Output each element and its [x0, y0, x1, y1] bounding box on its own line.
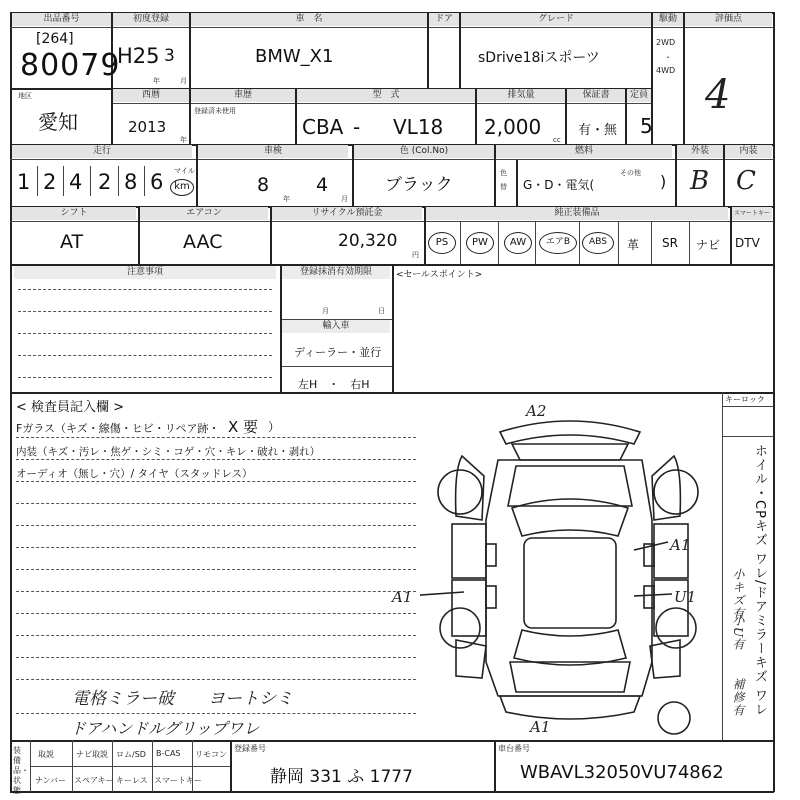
divider: [189, 12, 191, 88]
grade-label: グレード: [461, 13, 651, 26]
opt-manual: 取説: [38, 750, 54, 759]
insp-line: [16, 525, 416, 526]
equip-pw: PW: [466, 232, 494, 254]
mileage-digit: 4: [69, 170, 83, 194]
interior-label: 内装: [725, 145, 772, 158]
mileage-digit: 1: [17, 170, 31, 194]
line: [282, 366, 392, 367]
equip-sep: [535, 222, 536, 264]
dealer-parallel: ディーラー・並行: [294, 346, 382, 359]
opt-bcas: B-CAS: [156, 749, 181, 758]
row4-header-line: [10, 221, 774, 222]
divider: [427, 12, 429, 88]
expiry-month-label: 月: [322, 307, 329, 315]
fuel-options: G・D・電気(: [523, 178, 595, 192]
digit-sep: [90, 166, 91, 196]
inspector-title: < 検査員記入欄 >: [16, 400, 125, 415]
fender-front-left-shape: [456, 456, 484, 520]
equip-sep: [460, 222, 461, 264]
spare-wheel-shape: [658, 702, 690, 734]
car-name: BMW_X1: [255, 46, 334, 67]
listing-number: 80079: [20, 48, 121, 83]
note-line: [18, 355, 272, 356]
insp-line: [16, 613, 416, 614]
divider: [196, 144, 198, 206]
exterior-score: B: [690, 166, 710, 196]
divider: [683, 12, 685, 144]
divider: [625, 88, 627, 144]
glass-mark: X 要: [228, 418, 259, 436]
model-year-unit: 年: [180, 136, 187, 144]
opt-navi-manual: ナビ取説: [76, 750, 108, 759]
km-circled: km: [170, 179, 194, 196]
aircon-label: エアコン: [140, 207, 268, 220]
insp-line: [16, 657, 416, 658]
right-note-2: 小キズ有: [731, 568, 745, 620]
drive-4wd: 4WD: [656, 66, 676, 75]
footer-top: [10, 740, 774, 742]
mileage-digit: 8: [124, 170, 138, 194]
digit-sep: [37, 166, 38, 196]
wheel-rear-right-shape: [656, 608, 696, 648]
shift-value: AT: [60, 231, 84, 253]
interior-line: 内装（キズ・汚レ・焦ゲ・シミ・コゲ・穴・キレ・破れ・剥れ）: [16, 446, 321, 458]
callout-line: [420, 592, 464, 596]
car-damage-diagram: [420, 396, 720, 736]
caution-label: 注意事項: [14, 266, 276, 279]
divider: [230, 740, 232, 792]
opt-plate: ナンバー: [35, 776, 67, 785]
capacity-label: 定員: [627, 89, 651, 102]
shift-label: シフト: [12, 207, 136, 220]
equip-abs: ABS: [582, 232, 614, 254]
equip-dtv: DTV: [735, 236, 760, 250]
vin-number: WBAVL32050VU74862: [520, 762, 724, 783]
warranty: 有・無: [578, 123, 618, 138]
smart-key-label: スマートキー: [732, 207, 772, 220]
first-reg-label: 初度登録: [113, 13, 189, 26]
wheel-front-left-shape: [438, 470, 482, 514]
door-label: ドア: [429, 13, 459, 26]
fuel-label: 燃料: [496, 145, 672, 158]
mark-bottom: A1: [530, 718, 551, 736]
inspection-year: 8: [257, 174, 270, 196]
mark-right-upper: A1: [670, 536, 691, 554]
region: 愛知: [38, 110, 78, 134]
inspection-label: 車検: [198, 145, 348, 158]
insp-line: [16, 713, 416, 714]
region-label: 地区: [18, 92, 32, 100]
equip-sep: [651, 222, 652, 264]
equip-ps: PS: [428, 232, 456, 254]
side-window-shape: [486, 544, 496, 566]
opt-rom-sd: ロム/SD: [116, 750, 146, 759]
divider: [475, 88, 477, 144]
mile-label: マイル: [174, 167, 195, 175]
listing-label: 出品番号: [12, 13, 111, 26]
note-line: [18, 333, 272, 334]
color-change-label: 色替: [500, 169, 507, 191]
fender-rear-left-shape: [456, 640, 486, 678]
keylock-label: キーロック: [725, 395, 765, 404]
notes-bottom: [10, 392, 774, 394]
score-value: 4: [705, 72, 731, 118]
equip-navi: ナビ: [696, 238, 721, 252]
windshield-shape: [512, 499, 628, 536]
audio-line: オーディオ（無し・穴）/ タイヤ（スタッドレス）: [16, 468, 253, 480]
rear-window-shape: [514, 630, 626, 665]
divider: [516, 160, 518, 206]
line: [722, 406, 774, 407]
vin-label: 車台番号: [498, 744, 530, 753]
reg-expiry-label: 登録抹消有効期限: [282, 266, 390, 279]
divider: [459, 12, 461, 88]
sales-point-label: <セールスポイント>: [396, 270, 483, 280]
roof-shape: [524, 538, 616, 628]
car-name-label: 車 名: [191, 13, 427, 26]
divider: [295, 88, 297, 144]
equipment-label: 純正装備品: [426, 207, 728, 220]
listing-sub-number: [264]: [36, 31, 74, 47]
model-year-label: 西暦: [113, 89, 189, 102]
insp-line: [16, 679, 416, 680]
frame-left: [10, 12, 12, 792]
front-bumper-shape: [500, 421, 640, 444]
handwritten-note-2: ドアハンドルグリップワレ: [70, 719, 260, 738]
mileage-digit: 6: [150, 170, 164, 194]
hood-shape: [508, 466, 632, 506]
opt-keyless: キーレス: [116, 776, 148, 785]
mileage-digit: 2: [43, 170, 57, 194]
plate-number: 静岡 331 ふ 1777: [270, 767, 413, 787]
insp-line: [16, 547, 416, 548]
history-sub: 登録済未使用: [194, 107, 236, 115]
opt-spare-key: スペアキー: [74, 776, 114, 785]
insp-line: [16, 437, 416, 438]
fuel-other-label: その他: [620, 169, 641, 177]
mileage-label: 走行: [12, 145, 192, 158]
opt-smart-key: スマートキー: [154, 776, 202, 785]
cc-unit: cc: [553, 136, 561, 144]
divider: [72, 740, 73, 792]
insp-line: [16, 591, 416, 592]
rear-bumper-shape: [500, 696, 640, 719]
handwritten-note-1: 電格ミラー破 ヨートシミ: [72, 689, 293, 709]
divider: [270, 206, 272, 264]
wheel-rear-left-shape: [440, 608, 480, 648]
mark-left: A1: [392, 588, 413, 606]
hood-front-shape: [512, 444, 628, 460]
note-line: [18, 377, 272, 378]
line: [722, 436, 774, 437]
digit-sep: [118, 166, 119, 196]
right-note: ホイル・CPキズ ワレ/ドアミラーキズ ワレ: [752, 444, 767, 717]
right-note-4: 補修有: [731, 678, 745, 717]
yen-unit: 円: [412, 251, 419, 259]
note-line: [18, 311, 272, 312]
callout-line: [634, 594, 672, 596]
note-line: [18, 289, 272, 290]
inspection-month-unit: 月: [341, 195, 348, 203]
equip-aw: AW: [504, 232, 532, 254]
opt-remote: リモコン: [195, 750, 227, 759]
frame-right: [773, 12, 775, 792]
digit-sep: [144, 166, 145, 196]
grade: sDrive18iスポーツ: [478, 50, 600, 66]
warranty-label: 保証書: [567, 89, 625, 102]
divider: [494, 144, 496, 206]
aircon-value: AAC: [183, 231, 223, 253]
recycle-value: 20,320: [338, 231, 398, 251]
glass-close: ）: [268, 420, 281, 434]
year-unit: 年: [153, 77, 160, 85]
equip-sep: [618, 222, 619, 264]
model-code: VL18: [393, 115, 444, 139]
mark-right-lower: U1: [674, 588, 697, 606]
divider: [565, 88, 567, 144]
line: [30, 766, 230, 767]
mark-top: A2: [526, 402, 547, 420]
divider: [722, 392, 723, 740]
equip-sep: [498, 222, 499, 264]
interior-score: C: [736, 166, 756, 196]
footer-side-label: 装備品・状態: [13, 746, 29, 795]
handle-side: 左H ・ 右H: [298, 378, 370, 391]
fender-front-right-shape: [652, 456, 680, 520]
drive-sep: ・: [664, 53, 672, 62]
equip-sep: [579, 222, 580, 264]
insp-line: [16, 481, 416, 482]
divider: [494, 740, 496, 792]
row1-header-line: [10, 27, 774, 28]
history-label: 車歴: [191, 89, 295, 102]
divider: [352, 144, 354, 206]
model-year: 2013: [128, 118, 167, 136]
divider: [152, 740, 153, 792]
divider: [424, 206, 426, 264]
fuel-close: ): [660, 172, 667, 191]
insp-line: [16, 459, 416, 460]
equip-leather: 革: [627, 238, 640, 252]
equip-airbag: エアB: [539, 232, 577, 254]
wheel-front-right-shape: [654, 470, 698, 514]
month-unit: 月: [180, 77, 187, 85]
row3-header-line: [10, 159, 774, 160]
divider: [675, 144, 677, 206]
recycle-label: リサイクル預託金: [272, 207, 422, 220]
mileage-digit: 2: [98, 170, 112, 194]
plate-label: 登録番号: [234, 744, 266, 753]
equip-sunroof: SR: [662, 236, 678, 250]
score-label: 評価点: [685, 13, 772, 26]
row2-header-line: [111, 103, 651, 104]
first-reg-month: 3: [164, 46, 175, 66]
import-label: 輸入車: [282, 320, 390, 333]
door-front-left-shape: [452, 524, 486, 578]
color-label: 色 (Col.No): [354, 145, 494, 158]
inspection-year-unit: 年: [283, 195, 290, 203]
displacement-label: 排気量: [477, 89, 565, 102]
expiry-day-label: 日: [378, 307, 385, 315]
insp-line: [16, 635, 416, 636]
fender-rear-right-shape: [650, 640, 680, 678]
capacity: 5: [640, 114, 653, 138]
model-dash: -: [353, 115, 361, 139]
drive-2wd: 2WD: [656, 38, 676, 47]
drive-label: 駆動: [653, 13, 683, 26]
color-value: ブラック: [385, 175, 453, 195]
divider: [392, 264, 394, 392]
exterior-label: 外装: [677, 145, 723, 158]
frame-bottom: [10, 791, 774, 793]
first-reg-era-year: H25: [117, 44, 160, 68]
divider: [730, 206, 732, 264]
insp-line: [16, 503, 416, 504]
inspection-month: 4: [316, 174, 329, 196]
divider: [111, 88, 113, 144]
divider: [723, 144, 725, 206]
side-window-shape: [486, 586, 496, 608]
divider: [189, 88, 191, 144]
displacement: 2,000: [484, 115, 542, 139]
equip-sep: [689, 222, 690, 264]
digit-sep: [63, 166, 64, 196]
model-prefix: CBA: [302, 115, 344, 139]
divider: [138, 206, 140, 264]
glass-line: Fガラス（キズ・線傷・ヒビ・リペア跡・: [16, 422, 220, 435]
insp-line: [16, 569, 416, 570]
trunk-shape: [510, 662, 630, 692]
model-label: 型 式: [297, 89, 475, 102]
right-note-3: 小U有: [731, 614, 745, 652]
